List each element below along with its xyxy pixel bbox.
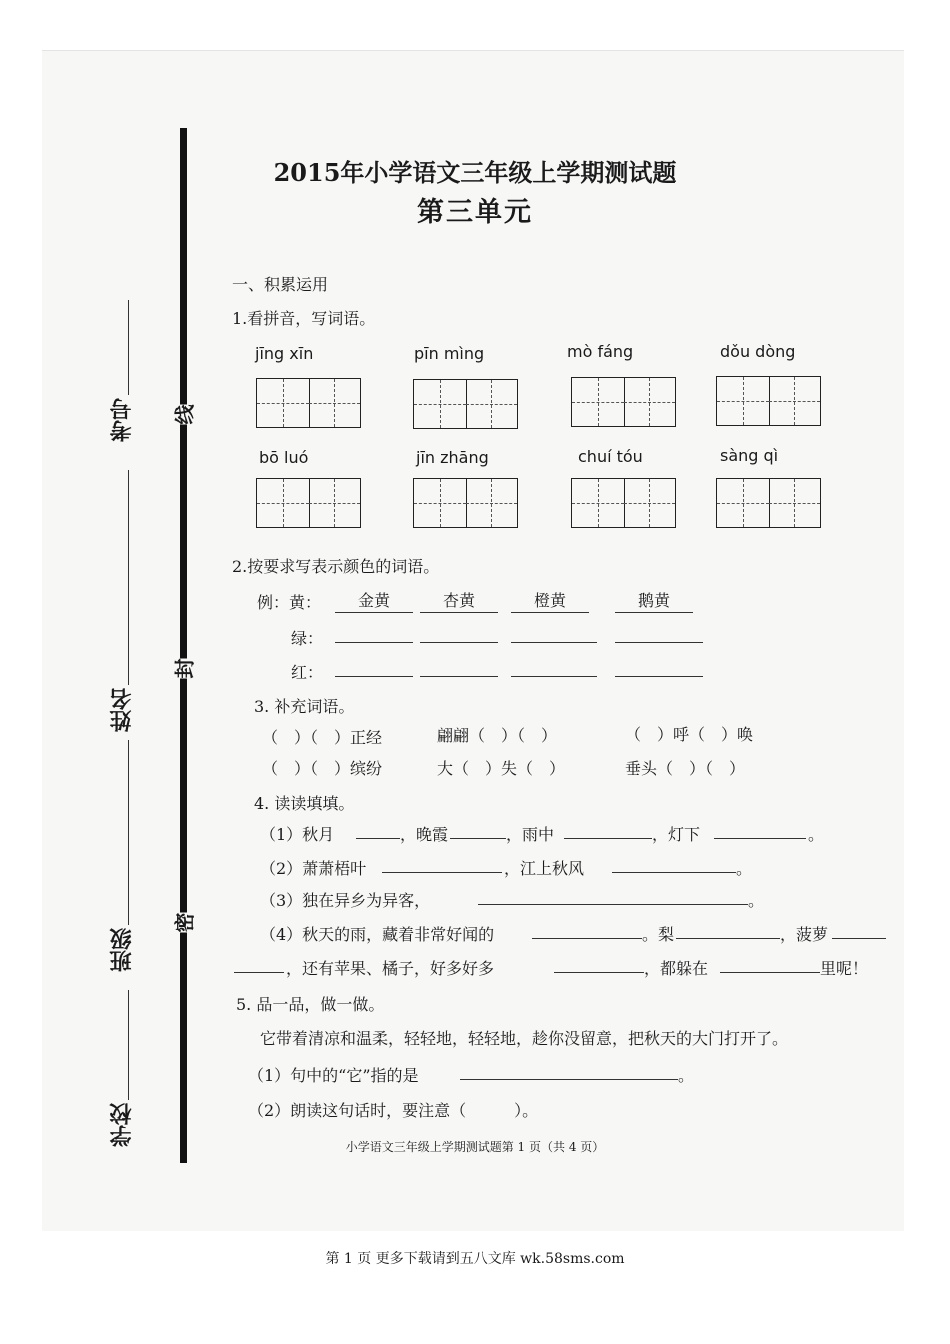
answer-blank[interactable] (615, 642, 703, 643)
unit-title: 第三单元 (417, 197, 533, 228)
pinyin-label: sàng qì (720, 446, 779, 465)
fill-text: ，都躲在 (644, 959, 709, 978)
answer-blank[interactable] (676, 938, 780, 939)
q1-prompt: 1.看拼音，写词语。 (232, 309, 376, 328)
exam-number-label: 考号 (109, 398, 135, 442)
pinyin-label: chuí tóu (578, 447, 643, 466)
fill-text: （4）秋天的雨，藏着非常好闻的 (260, 925, 495, 944)
passage: 它带着清凉和温柔，轻轻地，轻轻地，趁你没留意，把秋天的大门打开了。 (260, 1029, 789, 1048)
answer-blank[interactable] (511, 676, 597, 677)
writing-grid[interactable] (571, 377, 676, 427)
example-answer: 杏黄 (420, 588, 498, 613)
answer-blank[interactable] (832, 938, 886, 939)
fill-text: 。 (748, 891, 765, 910)
idiom-item[interactable]: （ ）（ ）正经 (262, 728, 383, 747)
binding-blank-line (128, 740, 129, 925)
q4-prompt: 4. 读读填填。 (254, 794, 355, 813)
fill-text: ，灯下 (652, 825, 701, 844)
q5-sub1: （1）句中的“它”指的是 (248, 1066, 419, 1085)
example-answer: 金黄 (335, 588, 413, 613)
idiom-item[interactable]: （ ）呼（ ）唤 (625, 725, 754, 744)
school-label: 学校 (109, 1103, 135, 1147)
binding-blank-line (128, 470, 129, 685)
answer-blank[interactable] (615, 676, 703, 677)
page-title: 2015年小学语文三年级上学期测试题 (273, 158, 677, 187)
writing-grid[interactable] (571, 478, 676, 528)
answer-blank[interactable] (420, 642, 498, 643)
seal-char-secret: 密 (165, 913, 202, 933)
pinyin-label: dǒu dòng (720, 342, 796, 361)
pinyin-label: jīng xīn (255, 344, 314, 363)
binding-blank-line (128, 990, 129, 1100)
idiom-item[interactable]: 翩翩（ ）（ ） (437, 726, 558, 745)
answer-blank[interactable] (460, 1079, 678, 1080)
q5-prompt: 5. 品一品，做一做。 (236, 995, 385, 1014)
answer-blank[interactable] (382, 872, 502, 873)
seal-char-line: 线 (165, 405, 202, 425)
answer-blank[interactable] (720, 972, 820, 973)
fill-text: （2）萧萧梧叶 (260, 859, 367, 878)
answer-blank[interactable] (356, 838, 400, 839)
fill-text: ，雨中 (506, 825, 555, 844)
answer-blank[interactable] (478, 904, 748, 905)
answer-blank[interactable] (335, 642, 413, 643)
writing-grid[interactable] (256, 378, 361, 428)
answer-blank[interactable] (714, 838, 806, 839)
example-answer: 鹅黄 (615, 588, 693, 613)
fill-text: ，江上秋风 (504, 859, 585, 878)
idiom-item[interactable]: 垂头（ ）（ ） (625, 759, 746, 778)
writing-grid[interactable] (413, 478, 518, 528)
fill-text: 。 (678, 1066, 695, 1085)
answer-blank[interactable] (450, 838, 506, 839)
answer-blank[interactable] (420, 676, 498, 677)
answer-blank[interactable] (335, 676, 413, 677)
idiom-item[interactable]: 大（ ）失（ ） (437, 759, 566, 778)
pinyin-label: jīn zhāng (416, 448, 489, 467)
fill-text: 。 (736, 859, 753, 878)
name-label: 姓名 (109, 688, 135, 732)
class-label: 班级 (109, 928, 135, 972)
section-heading: 一、积累运用 (232, 275, 329, 294)
binding-line (180, 128, 187, 1163)
writing-grid[interactable] (413, 379, 518, 429)
answer-blank[interactable] (554, 972, 644, 973)
binding-blank-line (128, 300, 129, 395)
q5-sub2: （2）朗读这句话时，要注意（ ）。 (248, 1101, 539, 1120)
seal-char-seal: 封 (165, 659, 202, 679)
example-answer: 橙黄 (511, 588, 589, 613)
writing-grid[interactable] (716, 376, 821, 426)
answer-blank[interactable] (564, 838, 652, 839)
answer-blank[interactable] (532, 938, 642, 939)
q2-prompt: 2.按要求写表示颜色的词语。 (232, 557, 440, 576)
idiom-item[interactable]: （ ）（ ）缤纷 (262, 759, 383, 778)
q3-prompt: 3. 补充词语。 (254, 697, 355, 716)
example-label: 例：黄： (257, 593, 322, 612)
fill-text: 。 (808, 825, 825, 844)
fill-text: 里呢！ (820, 959, 869, 978)
page-footer: 第 1 页 更多下载请到五八文库 wk.58sms.com (325, 1251, 625, 1267)
answer-blank[interactable] (612, 872, 736, 873)
fill-text: 。梨 (642, 925, 675, 944)
fill-text: ，菠萝 (780, 925, 829, 944)
fill-text: （1）秋月 (260, 825, 335, 844)
answer-blank[interactable] (234, 972, 284, 973)
exam-footer: 小学语文三年级上学期测试题第 1 页（共 4 页） (345, 1140, 605, 1154)
fill-text: ，晚霞 (400, 825, 449, 844)
pinyin-label: bō luó (259, 448, 309, 467)
pinyin-label: pīn mìng (414, 344, 485, 363)
writing-grid[interactable] (716, 478, 821, 528)
green-label: 绿： (291, 629, 324, 648)
writing-grid[interactable] (256, 478, 361, 528)
answer-blank[interactable] (511, 642, 597, 643)
red-label: 红： (291, 663, 324, 682)
fill-text: （3）独在异乡为异客， (260, 891, 431, 910)
pinyin-label: mò fáng (567, 342, 634, 361)
fill-text: ，还有苹果、橘子，好多好多 (286, 959, 495, 978)
